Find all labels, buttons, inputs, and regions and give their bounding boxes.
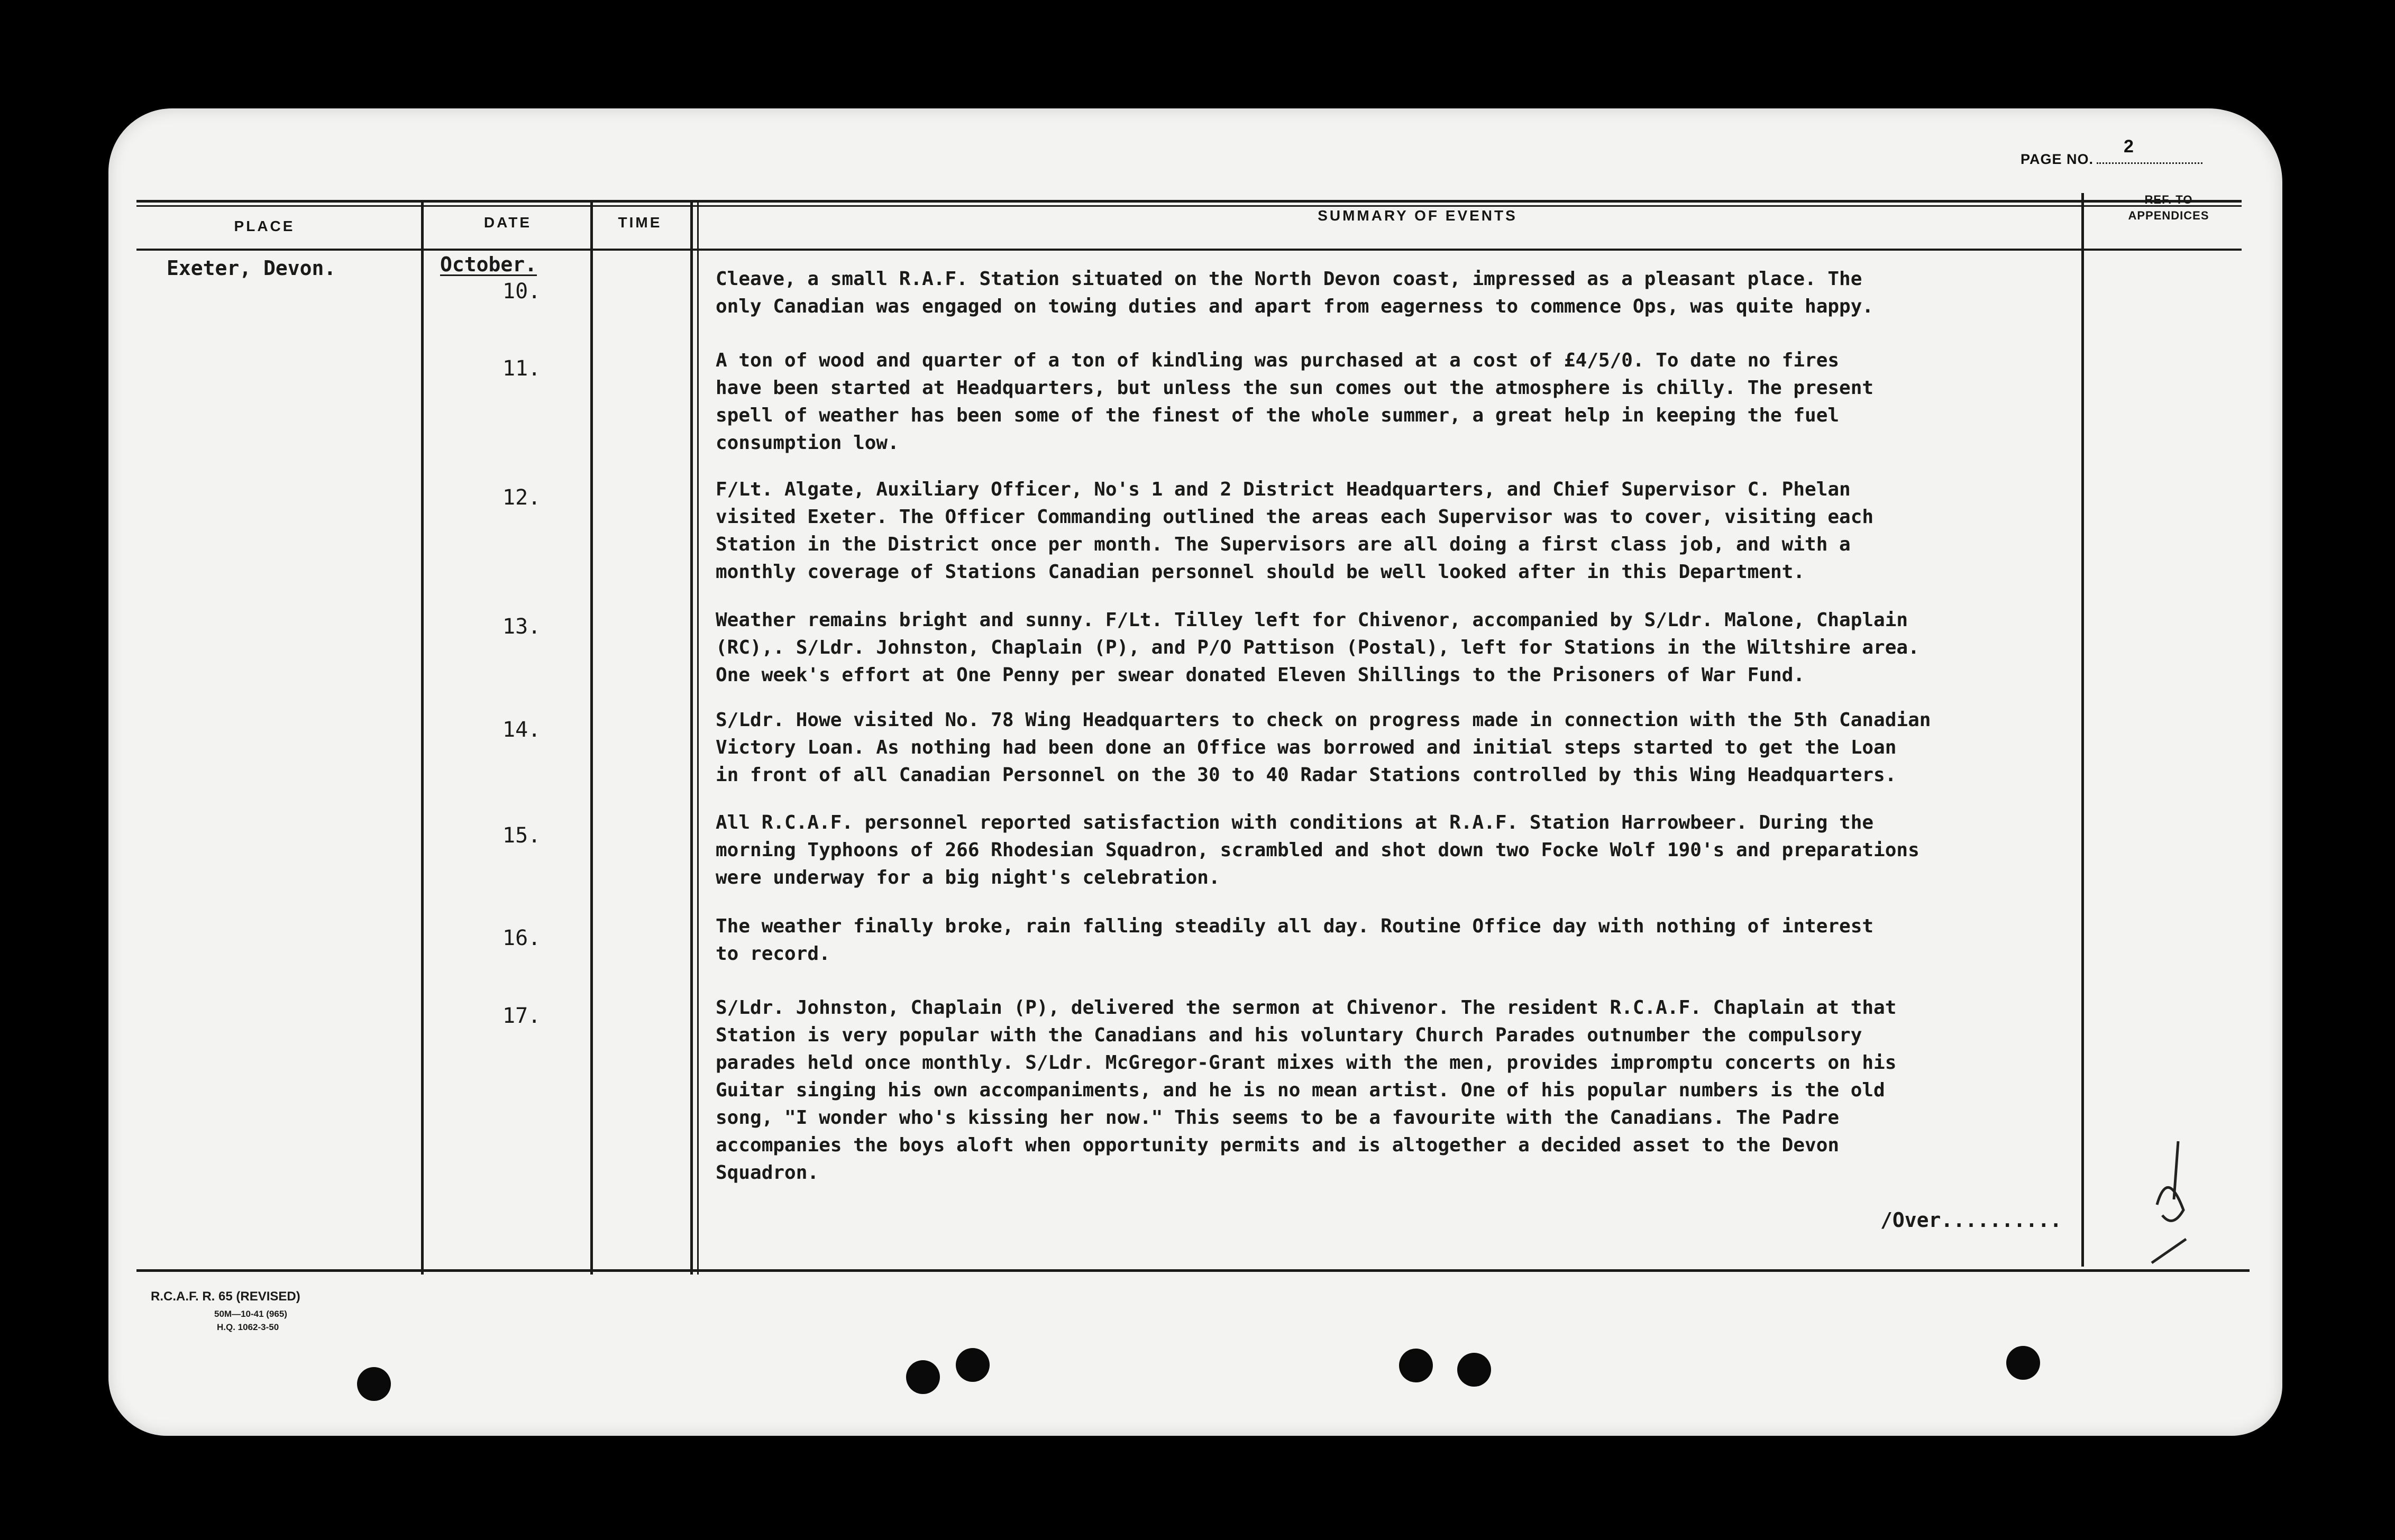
diary-entry-text: Weather remains bright and sunny. F/Lt. Tilley left for Chivenor, accompanied by S/Ldr. Malone, Chaplain (RC),. S/Ldr. Johnston, Chaplain (P), and P/O Pattison (Postal), left for Stations in the Wiltshire area. One week's effort at One Penny per swear donated Eleven Shillings to the Prisoners of War Fund.	[716, 609, 1919, 686]
date-time-divider	[590, 201, 593, 1275]
diary-entry-text: Cleave, a small R.A.F. Station situated on the North Devon coast, impressed as a pleasant place. The only Canadian was engaged on towing duties and apart from eagerness to commence Ops, was quite happy.	[716, 268, 1874, 317]
header-top-rule	[136, 200, 2242, 203]
column-heading-date: DATE	[483, 214, 532, 231]
form-hq-number: H.Q. 1062-3-50	[217, 1322, 279, 1332]
form-identifier: R.C.A.F. R. 65 (REVISED)	[151, 1289, 300, 1304]
month-value: October.	[440, 253, 537, 276]
day-number: 12.	[502, 485, 541, 510]
column-heading-summary: SUMMARY OF EVENTS	[1318, 207, 1518, 224]
header-bottom-rule	[136, 249, 2242, 251]
diary-entry-text: A ton of wood and quarter of a ton of kindling was purchased at a cost of £4/5/0. To date no fires have been started at Headquarters, but unless the sun comes out the atmosphere is chilly. The present spell of weather has been some of the finest of the whole summer, a great help in keeping the fuel consumption low.	[716, 350, 1874, 454]
footer-rule	[136, 1269, 2250, 1272]
binder-hole	[906, 1360, 940, 1394]
day-number: 17.	[502, 1004, 541, 1028]
diary-entry-text: All R.C.A.F. personnel reported satisfaction with conditions at R.A.F. Station Harrowbeer. During the morning Typhoons of 266 Rhodesian Squadron, scrambled and shot down two Focke Wolf 190's and preparations were underway for a big night's celebration.	[716, 812, 1919, 888]
binder-hole	[956, 1348, 990, 1382]
form-print-run: 50M—10-41 (965)	[214, 1309, 287, 1319]
column-heading-place: PLACE	[234, 218, 295, 234]
binder-hole	[1399, 1349, 1433, 1382]
place-value: Exeter, Devon.	[167, 256, 336, 280]
binder-hole	[1457, 1353, 1491, 1387]
page-number-value: 2	[2124, 136, 2134, 157]
diary-entry-text: The weather finally broke, rain falling steadily all day. Routine Office day with nothing of interest to record.	[716, 915, 1874, 965]
binder-hole	[2006, 1346, 2040, 1380]
day-number: 13.	[502, 615, 541, 639]
header-top-rule-2	[136, 205, 2242, 207]
time-summary-divider-2	[697, 201, 699, 1275]
binder-hole	[357, 1367, 391, 1401]
initials-signature-mark	[2146, 1136, 2199, 1268]
day-number: 15.	[502, 823, 541, 848]
day-number: 16.	[502, 926, 541, 950]
diary-entry-text: F/Lt. Algate, Auxiliary Officer, No's 1 and 2 District Headquarters, and Chief Supervisor C. Phelan visited Exeter. The Officer Commanding outlined the areas each Supervisor was to cover, visiting each Station in the District once per month. The Supervisors are all doing a first class job, and with a monthly coverage of Stations Canadian personnel should be well looked after in this Department.	[716, 479, 1874, 583]
day-number: 14.	[502, 718, 541, 742]
page-number-label-text: PAGE NO.	[2021, 151, 2094, 167]
continuation-note: /Over..........	[1880, 1208, 2062, 1232]
day-number: 10.	[502, 279, 541, 304]
page-number-dotted-line	[2097, 162, 2202, 164]
day-number: 11.	[502, 356, 541, 381]
column-heading-time: TIME	[618, 214, 662, 231]
page-number-label	[2021, 151, 2202, 168]
column-heading-ref-line1: REF. TO	[2144, 193, 2193, 206]
time-summary-divider	[690, 201, 693, 1275]
place-date-divider	[421, 201, 424, 1275]
column-heading-ref-line2: APPENDICES	[2128, 209, 2209, 222]
diary-entry-text: S/Ldr. Howe visited No. 78 Wing Headquarters to check on progress made in connection with the 5th Canadian Victory Loan. As nothing had been done an Office was borrowed and initial steps started to get the Loan in front of all Canadian Personnel on the 30 to 40 Radar Stations controlled by this Wing Headquarters.	[716, 709, 1931, 786]
diary-entry-text: S/Ldr. Johnston, Chaplain (P), delivered the sermon at Chivenor. The resident R.C.A.F. Chaplain at that Station is very popular with the Canadians and his voluntary Church Parades outnumber the compulsory parades held once monthly. S/Ldr. McGregor-Grant mixes with the men, provides impromptu concerts on his Guitar singing his own accompaniments, and he is no mean artist. One of his popular numbers is the old song, "I wonder who's kissing her now." This seems to be a favourite with the Canadians. The Padre accompanies the boys aloft when opportunity permits and is altogether a decided asset to the Devon Squadron.	[716, 997, 1897, 1184]
